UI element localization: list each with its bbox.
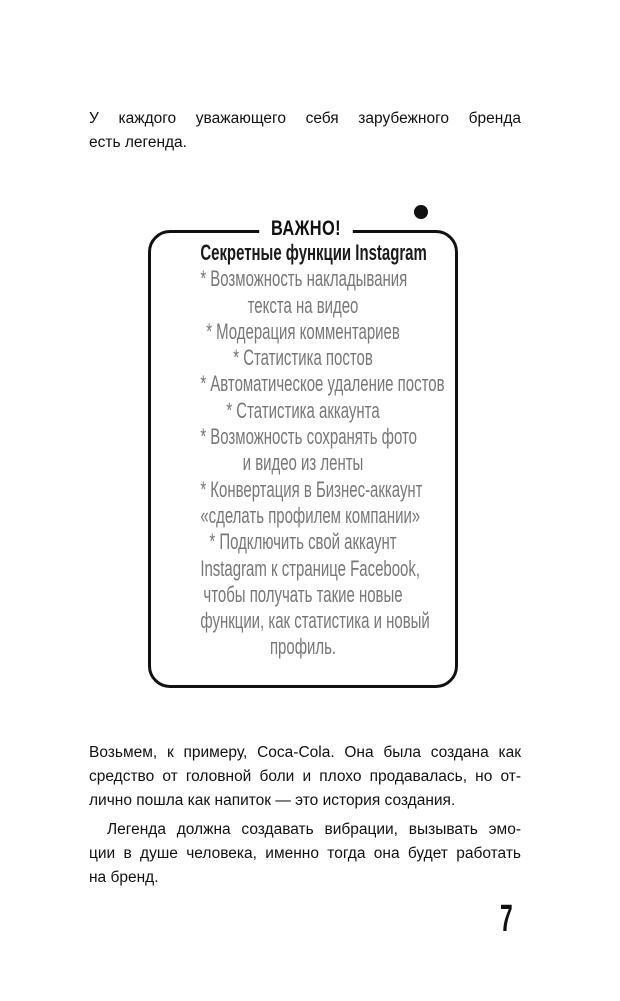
important-box-line: Instagram к странице Facebook, [200, 555, 421, 581]
coca-cola-line: средство от головной боли и плохо продавалась, но от- [89, 768, 521, 785]
important-box [148, 217, 458, 690]
important-box-line: чтобы получать такие новые [203, 581, 403, 607]
legend-line: на бренд. [89, 869, 159, 886]
important-box-line: * Возможность сохранять фото [200, 424, 417, 450]
legend-paragraph [89, 818, 521, 890]
coca-cola-line: Возьмем, к примеру, Coca-Cola. Она была создана как [89, 744, 521, 761]
important-box-line: * Автоматическое удаление постов [200, 371, 445, 397]
important-box-line: функции, как статистика и новый [200, 608, 430, 634]
important-box-heading: Секретные функции Instagram [200, 240, 427, 265]
legend-line: Легенда должна создавать вибрации, вызывать эмо- [107, 821, 521, 838]
intro-line: есть легенда. [89, 134, 187, 151]
important-box-line: * Возможность накладывания [200, 266, 408, 292]
page-number: 7 [500, 898, 513, 940]
important-box-line: * Статистика постов [233, 345, 373, 371]
important-box-line: * Статистика аккаунта [226, 397, 380, 423]
intro-paragraph [89, 107, 521, 155]
important-box-line: «сделать профилем компании» [200, 502, 421, 528]
important-box-line: * Подключить свой аккаунт [209, 529, 397, 555]
important-box-line: профиль. [269, 634, 337, 660]
coca-cola-line: лично пошла как напиток — это история создания. [89, 792, 456, 809]
important-box-line: текста на видео [247, 292, 359, 318]
important-box-line: * Конвертация в Бизнес-аккаунт [200, 476, 423, 502]
intro-line: У каждого уважающего себя зарубежного бренда [89, 110, 521, 127]
important-box-line: и видео из ленты [242, 450, 364, 476]
important-box-title: ВАЖНО! [259, 214, 353, 244]
coca-cola-paragraph [89, 741, 521, 813]
important-box-line: * Модерация комментариев [206, 318, 400, 344]
important-box-content [152, 240, 454, 661]
legend-line: ции в душе человека, именно тогда она будет работать [89, 845, 521, 862]
bullet-dot [414, 205, 428, 219]
